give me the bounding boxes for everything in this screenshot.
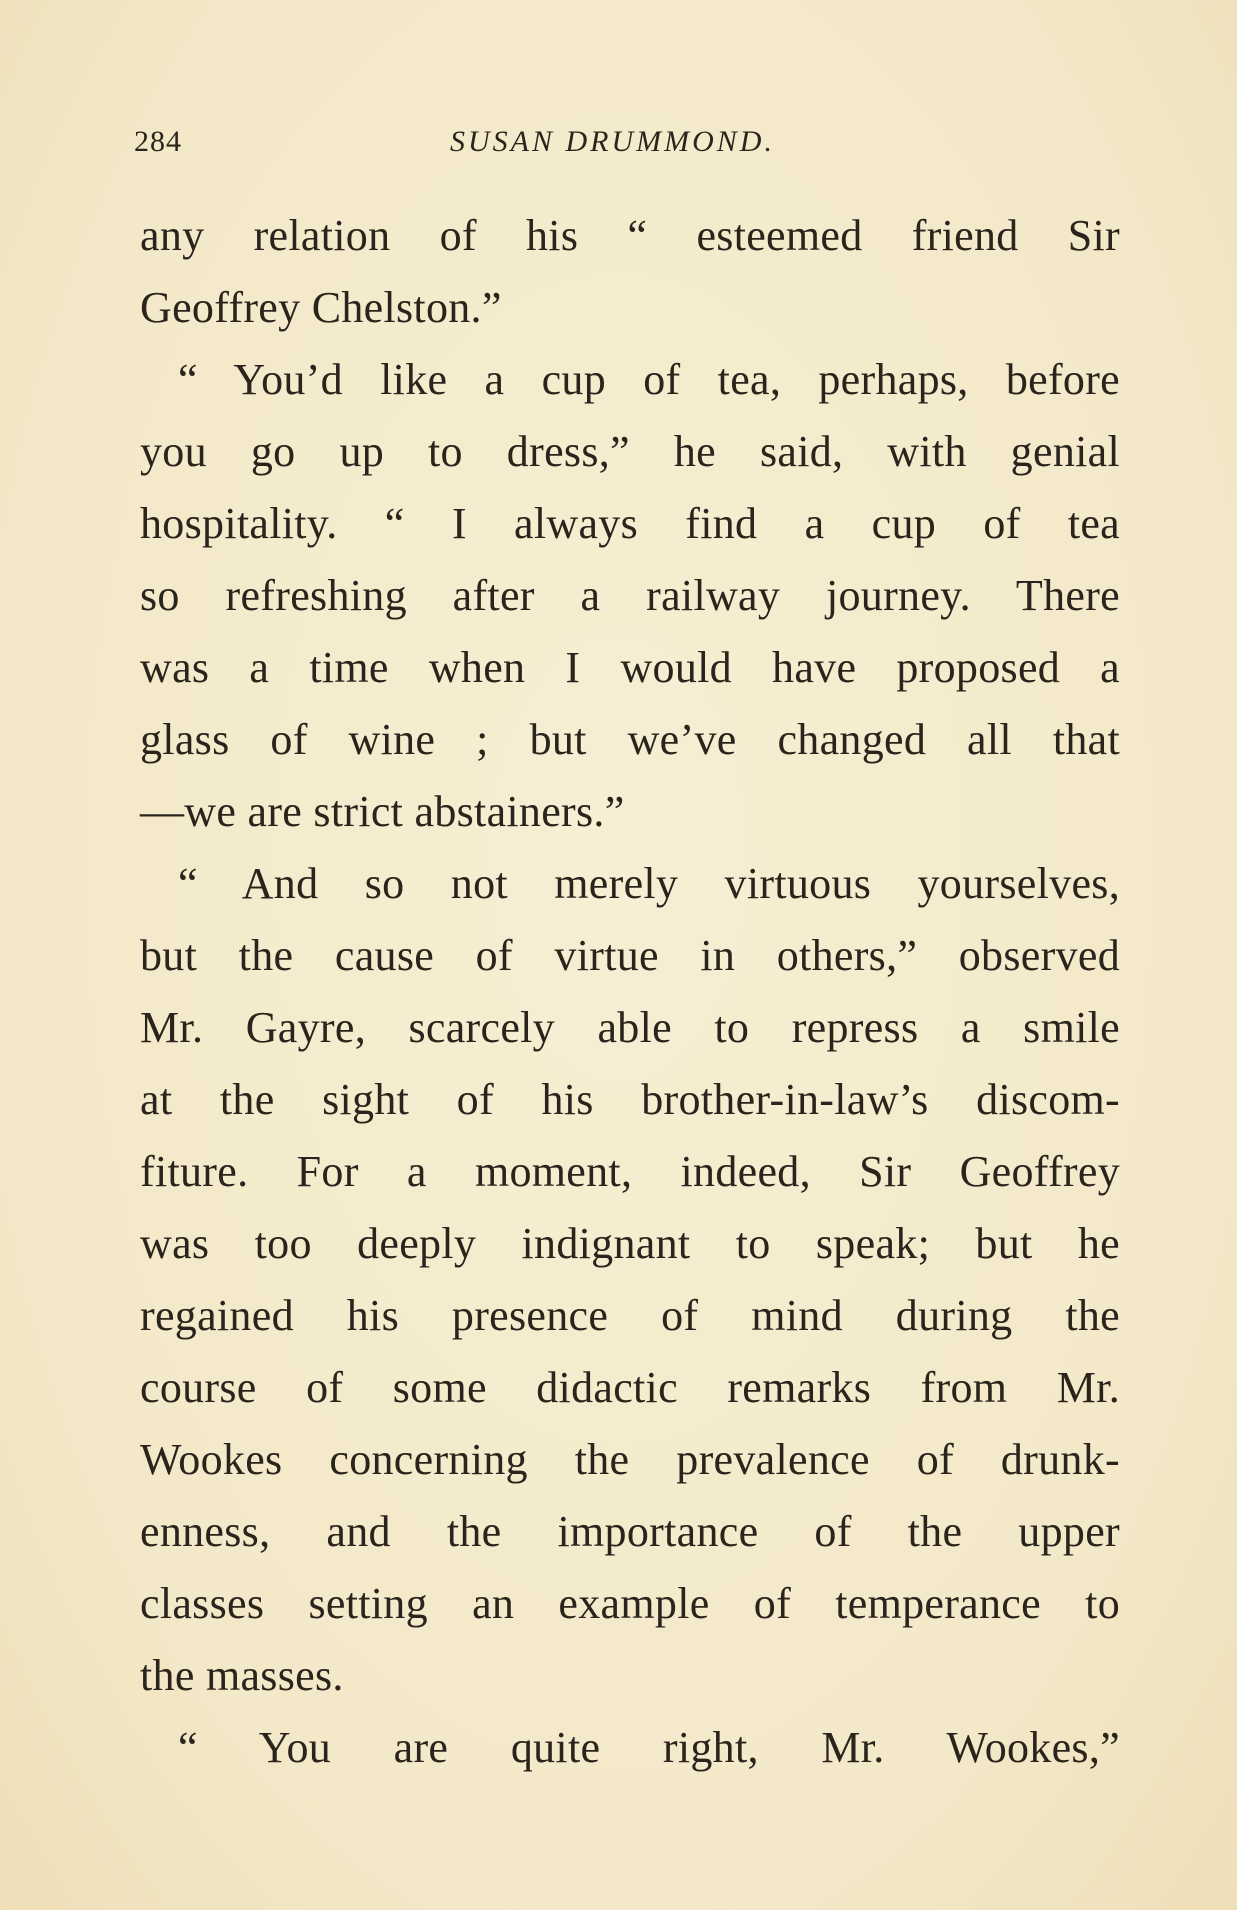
text-line: fiture. For a moment, indeed, Sir Geoffrey bbox=[140, 1147, 1120, 1196]
text-line: hospitality. “ I always find a cup of tea bbox=[140, 499, 1120, 548]
text-line: enness, and the importance of the upper bbox=[140, 1507, 1120, 1556]
text-line: so refreshing after a railway journey. There bbox=[140, 571, 1120, 620]
body-text bbox=[140, 200, 1120, 1784]
text-line: “ You’d like a cup of tea, perhaps, before bbox=[178, 355, 1120, 404]
running-title: SUSAN DRUMMOND. bbox=[450, 125, 775, 158]
page-number: 284 bbox=[134, 125, 182, 158]
text-line: Geoffrey Chelston.” bbox=[140, 283, 502, 332]
text-line: any relation of his “ esteemed friend Sir bbox=[140, 211, 1120, 260]
text-line: regained his presence of mind during the bbox=[140, 1291, 1120, 1340]
text-line: you go up to dress,” he said, with genial bbox=[140, 427, 1120, 476]
text-line: course of some didactic remarks from Mr. bbox=[140, 1363, 1120, 1412]
text-line: at the sight of his brother-in-law’s discom- bbox=[140, 1075, 1120, 1124]
text-line: the masses. bbox=[140, 1651, 344, 1700]
text-line: was a time when I would have proposed a bbox=[140, 643, 1120, 692]
text-line: classes setting an example of temperance to bbox=[140, 1579, 1120, 1628]
text-line: Wookes concerning the prevalence of drunk- bbox=[140, 1435, 1120, 1484]
running-head bbox=[134, 125, 1134, 175]
text-line: Mr. Gayre, scarcely able to repress a smile bbox=[140, 1003, 1120, 1052]
text-line: was too deeply indignant to speak; but he bbox=[140, 1219, 1120, 1268]
text-line: —we are strict abstainers.” bbox=[140, 787, 625, 836]
text-line: “ And so not merely virtuous yourselves, bbox=[178, 859, 1120, 908]
text-line: “ You are quite right, Mr. Wookes,” bbox=[178, 1723, 1120, 1772]
text-line: but the cause of virtue in others,” observed bbox=[140, 931, 1120, 980]
text-line: glass of wine ; but we’ve changed all that bbox=[140, 715, 1120, 764]
